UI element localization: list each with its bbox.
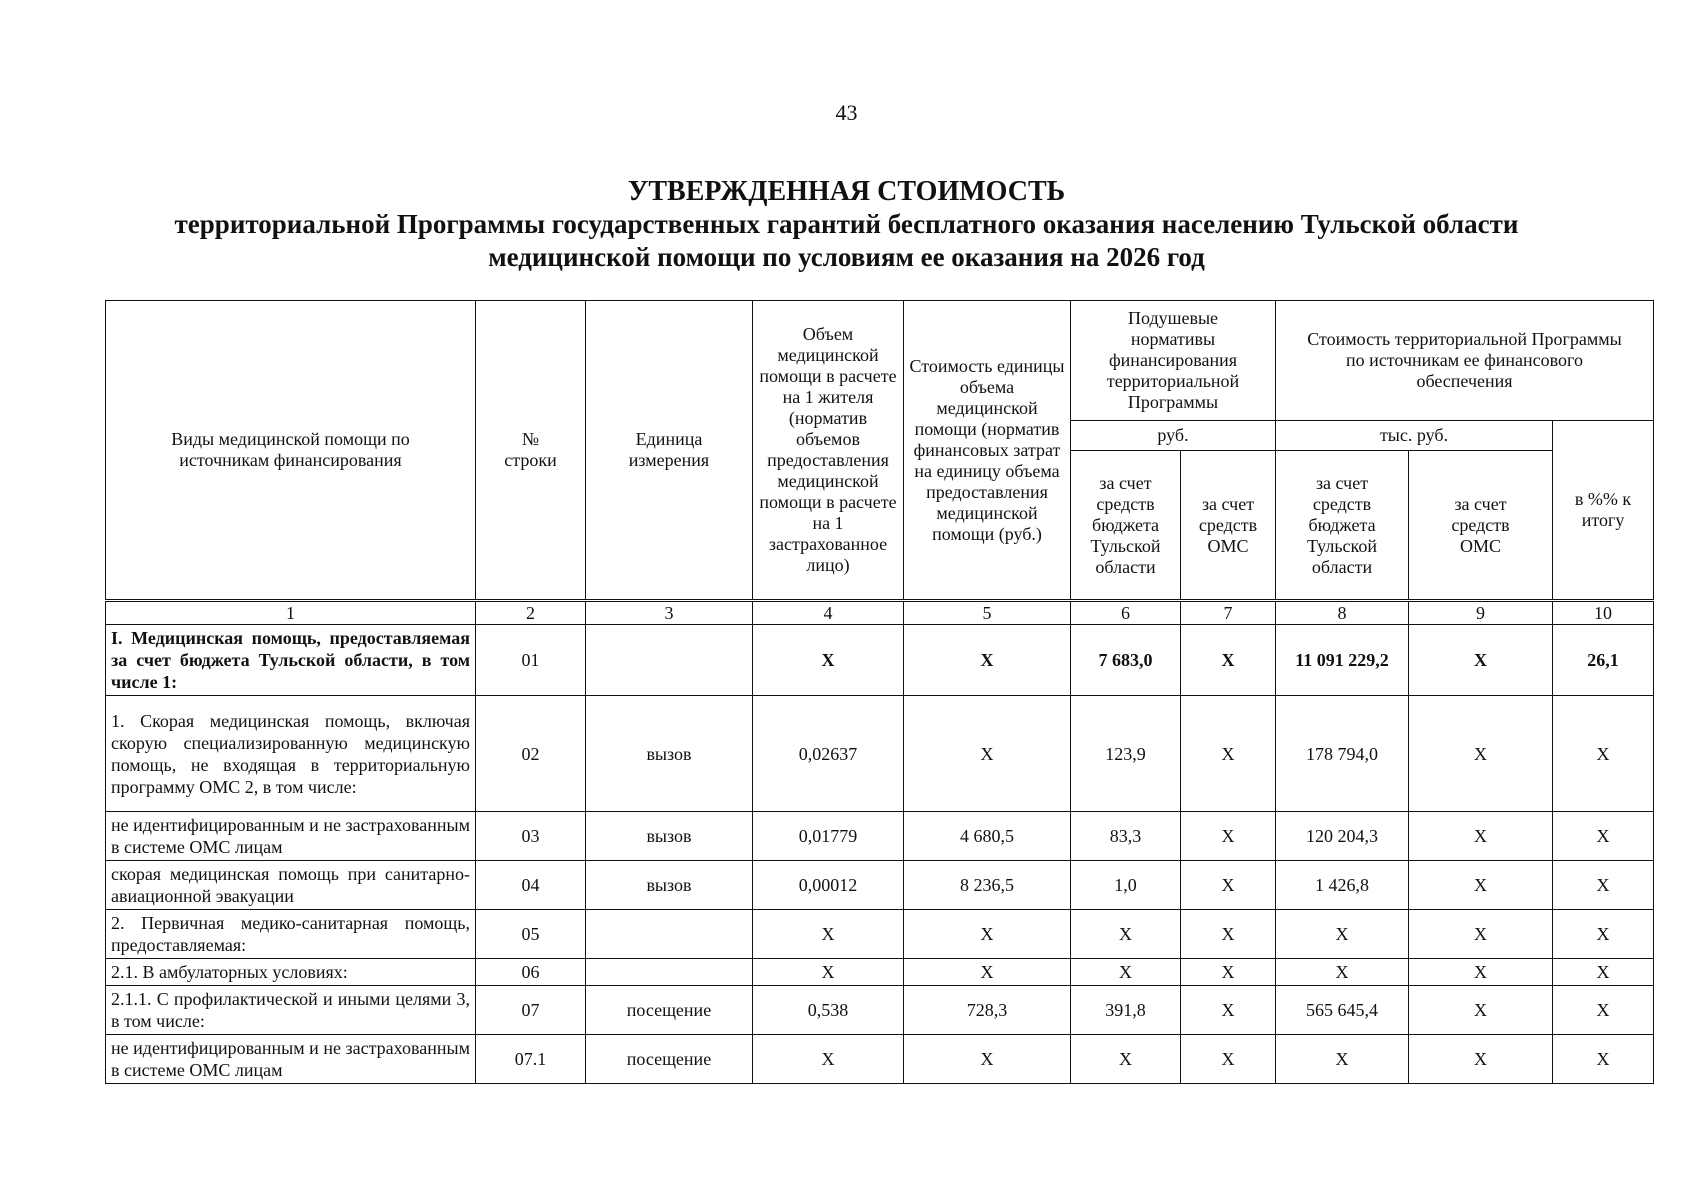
row-budget-per-capita: 1,0 (1071, 861, 1181, 910)
table-row (106, 861, 1654, 910)
row-unit: вызов (586, 861, 753, 910)
row-oms-per-capita: X (1181, 812, 1276, 861)
row-oms-per-capita: X (1181, 910, 1276, 959)
row-budget-per-capita: X (1071, 959, 1181, 986)
header-oms-cost: за счет средств ОМС (1409, 451, 1553, 601)
row-unit-cost: X (904, 959, 1071, 986)
column-number: 10 (1553, 601, 1654, 625)
cost-table (105, 300, 1654, 1084)
row-budget-cost: 11 091 229,2 (1276, 625, 1409, 696)
row-budget-cost: 1 426,8 (1276, 861, 1409, 910)
header-percent-of-total: в %% к итогу (1553, 421, 1654, 601)
row-unit-cost: X (904, 696, 1071, 812)
header-unit: Единица измерения (586, 301, 753, 601)
row-budget-per-capita: X (1071, 1035, 1181, 1084)
subtitle-line-1: территориальной Программы государственных гарантий бесплатного оказания населению Тульской области (174, 209, 1519, 239)
row-unit-cost: X (904, 1035, 1071, 1084)
row-oms-per-capita: X (1181, 861, 1276, 910)
page-number: 43 (835, 100, 858, 125)
table-row (106, 959, 1654, 986)
row-volume: X (753, 910, 904, 959)
row-percent: X (1553, 1035, 1654, 1084)
row-percent: 26,1 (1553, 625, 1654, 696)
row-percent: X (1553, 910, 1654, 959)
document-title: УТВЕРЖДЕННАЯ СТОИМОСТЬ (627, 176, 1066, 207)
header-unit-thousand-rub: тыс. руб. (1276, 421, 1553, 451)
row-unit: посещение (586, 1035, 753, 1084)
row-name: 2.1.1. С профилактической и иными целями 3, в том числе: (106, 986, 476, 1035)
row-oms-cost: X (1409, 625, 1553, 696)
row-oms-cost: X (1409, 861, 1553, 910)
row-percent: X (1553, 812, 1654, 861)
row-name: не идентифицированным и не застрахованным в системе ОМС лицам (106, 1035, 476, 1084)
row-budget-cost: 565 645,4 (1276, 986, 1409, 1035)
column-number: 5 (904, 601, 1071, 625)
row-budget-cost: 120 204,3 (1276, 812, 1409, 861)
row-volume: X (753, 959, 904, 986)
row-number: 01 (476, 625, 586, 696)
row-unit: вызов (586, 812, 753, 861)
row-number: 06 (476, 959, 586, 986)
row-unit: посещение (586, 986, 753, 1035)
row-number: 03 (476, 812, 586, 861)
row-oms-cost: X (1409, 1035, 1553, 1084)
row-budget-per-capita: 7 683,0 (1071, 625, 1181, 696)
row-budget-per-capita: X (1071, 910, 1181, 959)
row-percent: X (1553, 696, 1654, 812)
header-budget-cost: за счет средств бюджета Тульской области (1276, 451, 1409, 601)
row-oms-cost: X (1409, 910, 1553, 959)
row-unit (586, 910, 753, 959)
row-oms-cost: X (1409, 986, 1553, 1035)
row-name: I. Медицинская помощь, предоставляемая за счет бюджета Тульской области, в том числе 1: (106, 625, 476, 696)
table-row (106, 1035, 1654, 1084)
column-number: 3 (586, 601, 753, 625)
row-budget-cost: X (1276, 910, 1409, 959)
row-number: 05 (476, 910, 586, 959)
column-number: 4 (753, 601, 904, 625)
row-unit-cost: 4 680,5 (904, 812, 1071, 861)
row-name: 1. Скорая медицинская помощь, включая скорую специализированную медицинскую помощь, не входящая в территориальную программу ОМС 2, в том числе: (106, 696, 476, 812)
column-number: 7 (1181, 601, 1276, 625)
row-percent: X (1553, 861, 1654, 910)
row-name: 2.1. В амбулаторных условиях: (106, 959, 476, 986)
column-number: 9 (1409, 601, 1553, 625)
row-budget-per-capita: 391,8 (1071, 986, 1181, 1035)
row-budget-per-capita: 123,9 (1071, 696, 1181, 812)
table-row (106, 910, 1654, 959)
row-volume: 0,00012 (753, 861, 904, 910)
row-volume: X (753, 1035, 904, 1084)
row-unit-cost: X (904, 910, 1071, 959)
row-volume: 0,538 (753, 986, 904, 1035)
column-number: 6 (1071, 601, 1181, 625)
subtitle-line-2: медицинской помощи по условиям ее оказания на 2026 год (488, 242, 1205, 272)
row-oms-per-capita: X (1181, 696, 1276, 812)
column-numbers-row (106, 601, 1654, 625)
column-number: 8 (1276, 601, 1409, 625)
row-oms-cost: X (1409, 959, 1553, 986)
row-budget-cost: 178 794,0 (1276, 696, 1409, 812)
table-row (106, 986, 1654, 1035)
row-oms-per-capita: X (1181, 986, 1276, 1035)
row-oms-cost: X (1409, 696, 1553, 812)
row-percent: X (1553, 959, 1654, 986)
table-row (106, 812, 1654, 861)
row-oms-per-capita: X (1181, 625, 1276, 696)
row-unit-cost: 8 236,5 (904, 861, 1071, 910)
row-name: скорая медицинская помощь при санитарно-авиационной эвакуации (106, 861, 476, 910)
header-kinds-of-care: Виды медицинской помощи по источникам финансирования (106, 301, 476, 601)
row-number: 04 (476, 861, 586, 910)
column-number: 1 (106, 601, 476, 625)
row-volume: 0,02637 (753, 696, 904, 812)
row-percent: X (1553, 986, 1654, 1035)
table-row (106, 625, 1654, 696)
header-volume: Объем медицинской помощи в расчете на 1 жителя (норматив объемов предоставления медицинской помощи в расчете на 1 застрахованное лицо) (753, 301, 904, 601)
row-unit (586, 625, 753, 696)
row-volume: X (753, 625, 904, 696)
row-unit: вызов (586, 696, 753, 812)
header-row-number: № строки (476, 301, 586, 601)
row-oms-cost: X (1409, 812, 1553, 861)
header-unit-cost: Стоимость единицы объема медицинской помощи (норматив финансовых затрат на единицу объема предоставления медицинской помощи (руб.) (904, 301, 1071, 601)
document-subtitle (140, 208, 1553, 274)
row-unit-cost: X (904, 625, 1071, 696)
row-number: 07.1 (476, 1035, 586, 1084)
row-volume: 0,01779 (753, 812, 904, 861)
row-number: 07 (476, 986, 586, 1035)
row-oms-per-capita: X (1181, 1035, 1276, 1084)
header-per-capita-group: Подушевые нормативы финансирования территориальной Программы (1071, 301, 1276, 421)
row-budget-cost: X (1276, 1035, 1409, 1084)
row-name: не идентифицированным и не застрахованным в системе ОМС лицам (106, 812, 476, 861)
header-oms-per-capita: за счет средств ОМС (1181, 451, 1276, 601)
header-budget-per-capita: за счет средств бюджета Тульской области (1071, 451, 1181, 601)
row-oms-per-capita: X (1181, 959, 1276, 986)
row-budget-per-capita: 83,3 (1071, 812, 1181, 861)
table-row (106, 696, 1654, 812)
row-name: 2. Первичная медико-санитарная помощь, предоставляемая: (106, 910, 476, 959)
row-budget-cost: X (1276, 959, 1409, 986)
row-unit (586, 959, 753, 986)
column-number: 2 (476, 601, 586, 625)
header-program-cost-group: Стоимость территориальной Программы по источникам ее финансового обеспечения (1276, 301, 1654, 421)
header-unit-rub: руб. (1071, 421, 1276, 451)
row-number: 02 (476, 696, 586, 812)
row-unit-cost: 728,3 (904, 986, 1071, 1035)
